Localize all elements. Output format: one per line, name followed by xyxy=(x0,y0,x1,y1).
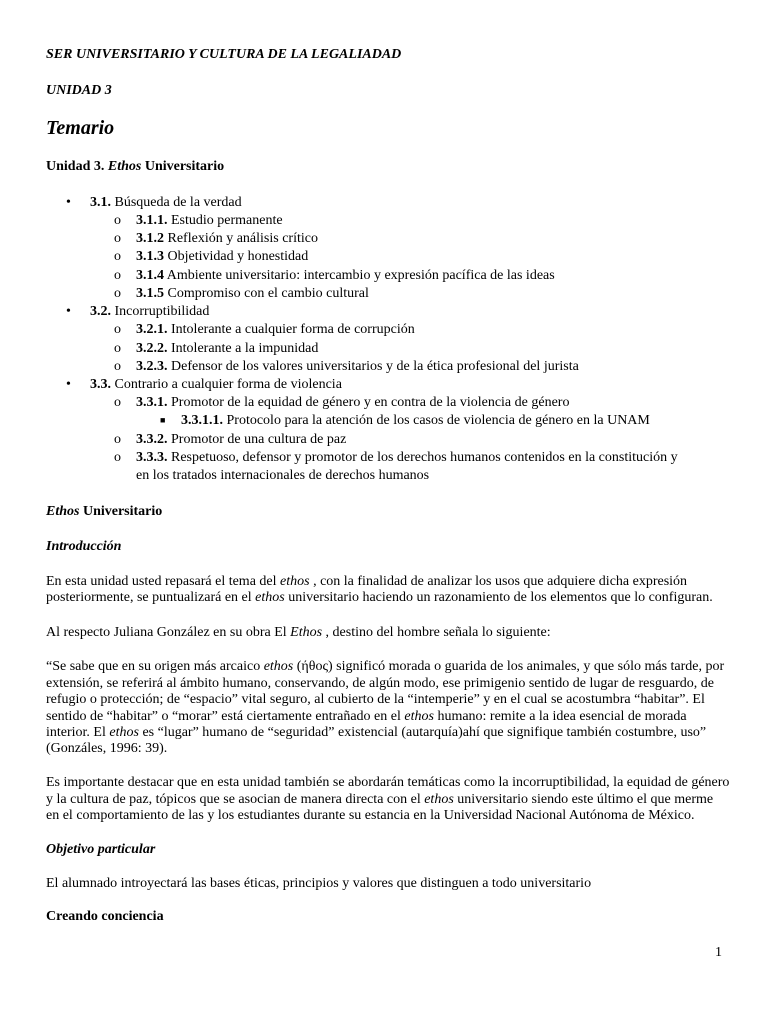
bullet-circle: o xyxy=(114,249,121,264)
quote-line: sentido de “habitar” o “morar” está ciertamente entrañado en el ethos humano: remite a la idea esencial de morada xyxy=(46,709,687,724)
objective-text: El alumnado introyectará las bases éticas, principios y valores que distinguen a todo universitario xyxy=(46,876,592,891)
list-item: 3.3.1. Promotor de la equidad de género y en contra de la violencia de género xyxy=(136,395,570,410)
list-item-continuation: en los tratados internacionales de derechos humanos xyxy=(136,468,430,483)
course-title: SER UNIVERSITARIO Y CULTURA DE LA LEGALIADAD xyxy=(46,47,402,62)
list-item: 3.2.3. Defensor de los valores universitarios y de la ética profesional del jurista xyxy=(136,359,579,374)
quote-line: interior. El ethos es “lugar” humano de “seguridad” existencial (autarquía)ahí que signifique también costumbre, uso” xyxy=(46,725,707,740)
paragraph-line: en el comportamiento de las y los estudiantes durante su estancia en la Universidad Nacional Autónoma de México. xyxy=(46,808,695,823)
bullet-circle: o xyxy=(114,213,121,228)
bullet-disc: • xyxy=(66,304,71,319)
bullet-circle: o xyxy=(114,450,121,465)
list-item: 3.1.5 Compromiso con el cambio cultural xyxy=(136,286,369,301)
quote-line: (Gonzáles, 1996: 39). xyxy=(46,741,168,756)
awareness-heading: Creando conciencia xyxy=(46,909,164,924)
list-item: 3.3. Contrario a cualquier forma de violencia xyxy=(90,377,342,392)
list-item: 3.3.3. Respetuoso, defensor y promotor de los derechos humanos contenidos en la constitución y xyxy=(136,450,678,465)
paragraph-line: y la cultura de paz, tópicos que se asocian de manera directa con el ethos universitario siendo este último el que merme xyxy=(46,792,714,807)
unit-heading: Unidad 3. Ethos Universitario xyxy=(46,159,225,174)
list-item: 3.1.3 Objetividad y honestidad xyxy=(136,249,309,264)
bullet-circle: o xyxy=(114,395,121,410)
list-item: 3.1.2 Reflexión y análisis crítico xyxy=(136,231,318,246)
quote-line: refugio o protección; de “espacio” vital seguro, al cubierto de la “intemperie” y en el cual se acostumbra “habitar”. El xyxy=(46,692,705,707)
list-item: 3.2. Incorruptibilidad xyxy=(90,304,210,319)
paragraph-line: posteriormente, se puntualizará en el ethos universitario haciendo un razonamiento de los elementos que lo configuran. xyxy=(46,590,713,605)
list-item: 3.1. Búsqueda de la verdad xyxy=(90,195,242,210)
bullet-disc: • xyxy=(66,195,71,210)
section-heading: Ethos Universitario xyxy=(46,504,163,519)
paragraph-line: Al respecto Juliana González en su obra El Ethos , destino del hombre señala lo siguiente: xyxy=(46,625,551,640)
objective-heading: Objetivo particular xyxy=(46,842,156,857)
quote-line: extensión, se referirá al ámbito humano, conservando, de algún modo, ese primigenio sentido de lugar de resguardo, de xyxy=(46,676,714,691)
paragraph-line: Es importante destacar que en esta unidad también se abordarán temáticas como la incorruptibilidad, la equidad de género xyxy=(46,775,730,790)
unit-label: UNIDAD 3 xyxy=(46,83,112,98)
list-item: 3.3.1.1. Protocolo para la atención de los casos de violencia de género en la UNAM xyxy=(181,413,650,428)
bullet-circle: o xyxy=(114,231,121,246)
bullet-circle: o xyxy=(114,341,121,356)
bullet-circle: o xyxy=(114,432,121,447)
intro-heading: Introducción xyxy=(46,539,122,554)
bullet-circle: o xyxy=(114,268,121,283)
page-title: Temario xyxy=(46,117,115,139)
list-item: 3.1.1. Estudio permanente xyxy=(136,213,283,228)
bullet-circle: o xyxy=(114,322,121,337)
bullet-square: ■ xyxy=(160,415,166,425)
page-number: 1 xyxy=(715,945,722,960)
list-item: 3.2.2. Intolerante a la impunidad xyxy=(136,341,319,356)
quote-line: “Se sabe que en su origen más arcaico ethos (ήθος) significó morada o guarida de los animales, y que sólo más tarde, por xyxy=(46,659,725,674)
list-item: 3.2.1. Intolerante a cualquier forma de corrupción xyxy=(136,322,415,337)
list-item: 3.1.4 Ambiente universitario: intercambio y expresión pacífica de las ideas xyxy=(136,268,555,283)
bullet-disc: • xyxy=(66,377,71,392)
bullet-circle: o xyxy=(114,359,121,374)
paragraph-line: En esta unidad usted repasará el tema del ethos , con la finalidad de analizar los usos que adquiere dicha expresión xyxy=(46,574,688,589)
list-item: 3.3.2. Promotor de una cultura de paz xyxy=(136,432,347,447)
bullet-circle: o xyxy=(114,286,121,301)
